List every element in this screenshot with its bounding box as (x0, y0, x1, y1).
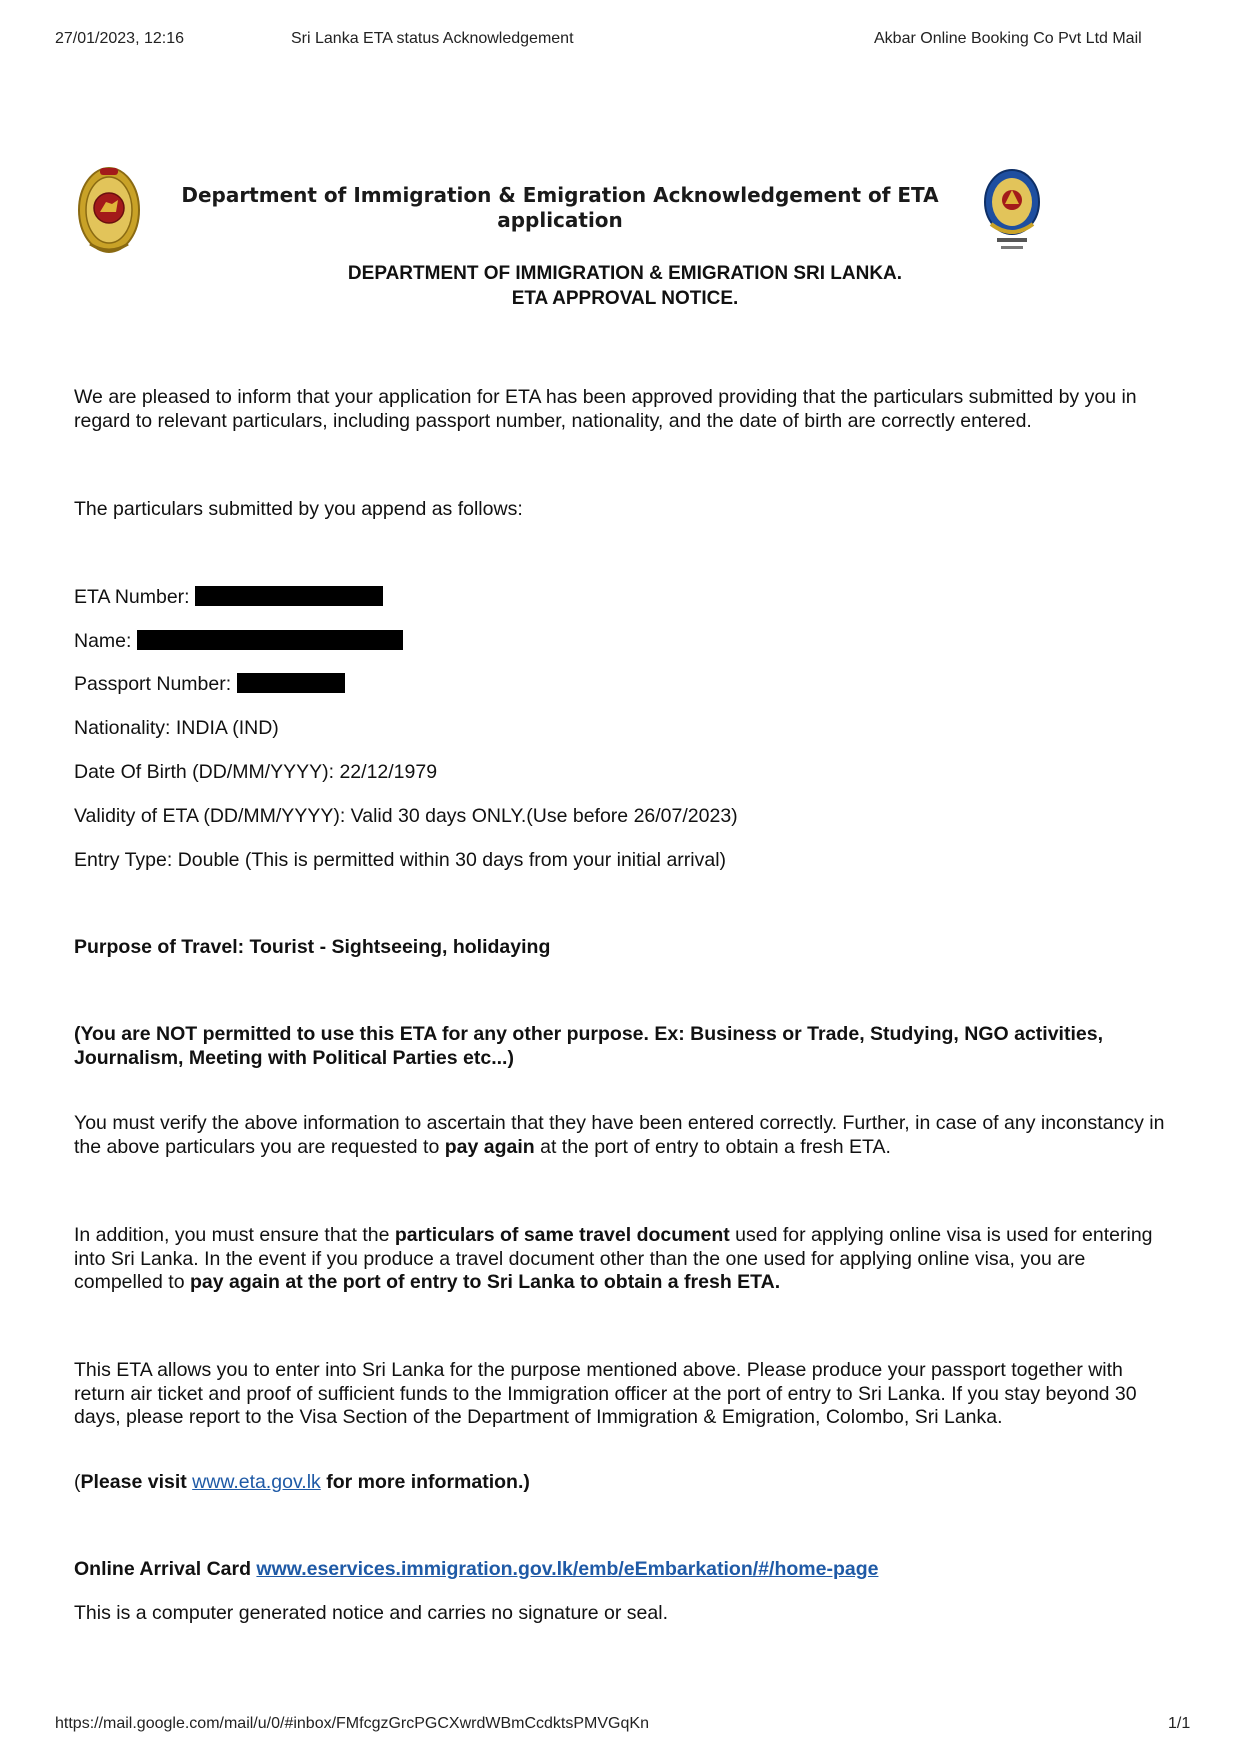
travel-doc-text-1: In addition, you must ensure that the (74, 1224, 395, 1246)
notice-heading-line-1: DEPARTMENT OF IMMIGRATION & EMIGRATION SRI LANKA. (347, 263, 903, 284)
arrival-card-line (74, 1558, 1174, 1581)
name-row (74, 630, 1174, 653)
notice-heading (260, 261, 990, 311)
verify-text-2: at the port of entry to obtain a fresh ETA. (534, 1135, 891, 1158)
more-info-text-2: for more information.) (320, 1471, 530, 1493)
not-permitted-warning: (You are NOT permitted to use this ETA for any other purpose. Ex: Business or Trade, Studying, NGO activities, Journalism, Meeting with Political Parties etc...) (74, 1023, 1103, 1069)
eta-website-link[interactable]: www.eta.gov.lk (192, 1471, 321, 1493)
passport-label: Passport Number: (74, 673, 232, 695)
more-info-open-paren: ( (74, 1471, 81, 1493)
document-title-line-2: application (497, 208, 623, 232)
particulars-intro: The particulars submitted by you append as follows: (74, 498, 523, 520)
travel-doc-bold-1: particulars of same travel document (394, 1224, 730, 1246)
purpose-of-travel: Purpose of Travel: Tourist - Sightseeing, holidaying (74, 936, 551, 958)
nationality: Nationality: INDIA (IND) (74, 717, 279, 739)
travel-document-paragraph (74, 1224, 1174, 1295)
entry-type: Entry Type: Double (This is permitted within 30 days from your initial arrival) (74, 849, 727, 871)
notice-heading-line-2: ETA APPROVAL NOTICE. (511, 288, 739, 309)
verify-paragraph (74, 1112, 1174, 1159)
print-footer-url: https://mail.google.com/mail/u/0/#inbox/FMfcgzGrcPGCXwrdWBmCcdktsPMVGqKn (55, 1715, 649, 1732)
verify-bold: pay again (444, 1135, 535, 1158)
eta-number-redaction (195, 586, 383, 606)
document-title (160, 183, 960, 233)
sri-lanka-emblem-icon (76, 164, 142, 256)
name-label: Name: (74, 630, 132, 652)
print-datetime: 27/01/2023, 12:16 (55, 30, 185, 47)
travel-doc-text-2: used for applying online visa is used for entering into Sri Lanka. In the event if you produce a travel document other than the one used for applying online visa, you are compelled to (74, 1224, 1153, 1293)
arrival-card-link[interactable]: www.eservices.immigration.gov.lk/emb/eEmbarkation/#/home-page (256, 1558, 879, 1580)
immigration-department-logo-icon (979, 166, 1045, 256)
approval-intro: We are pleased to inform that your application for ETA has been approved providing that the particulars submitted by you in regard to relevant particulars, including passport number, nationality, and the date of birth are correctly entered. (74, 386, 1137, 432)
document-title-line-1: Department of Immigration & Emigration Acknowledgement of ETA (181, 183, 939, 207)
entry-conditions-paragraph: This ETA allows you to enter into Sri Lanka for the purpose mentioned above. Please produce your passport together with return air ticket and proof of sufficient funds to the Immigration officer at the port of entry to Sri Lanka. If you stay beyond 30 days, please report to the Visa Section of the Department of Immigration & Emigration, Colombo, Sri Lanka. (74, 1359, 1137, 1428)
arrival-card-label: Online Arrival Card (74, 1558, 257, 1580)
verify-text-1: You must verify the above information to ascertain that they have been entered correctly. Further, in case of any inconstancy in the above particulars you are requested to (74, 1112, 1165, 1158)
computer-generated-notice: This is a computer generated notice and carries no signature or seal. (74, 1602, 668, 1624)
more-info-line (74, 1471, 1174, 1494)
eta-validity: Validity of ETA (DD/MM/YYYY): Valid 30 days ONLY.(Use before 26/07/2023) (74, 805, 738, 827)
print-doc-title: Sri Lanka ETA status Acknowledgement (291, 30, 574, 47)
name-redaction (137, 630, 403, 650)
passport-redaction (237, 673, 345, 693)
eta-number-label: ETA Number: (74, 586, 190, 608)
more-info-text-1: Please visit (80, 1471, 193, 1493)
print-source: Akbar Online Booking Co Pvt Ltd Mail (874, 30, 1142, 47)
passport-row (74, 673, 1174, 696)
date-of-birth: Date Of Birth (DD/MM/YYYY): 22/12/1979 (74, 761, 438, 783)
travel-doc-bold-2: pay again at the port of entry to Sri Lanka to obtain a fresh ETA. (189, 1271, 781, 1293)
print-page-number: 1/1 (1168, 1715, 1191, 1732)
eta-number-row (74, 586, 1174, 609)
